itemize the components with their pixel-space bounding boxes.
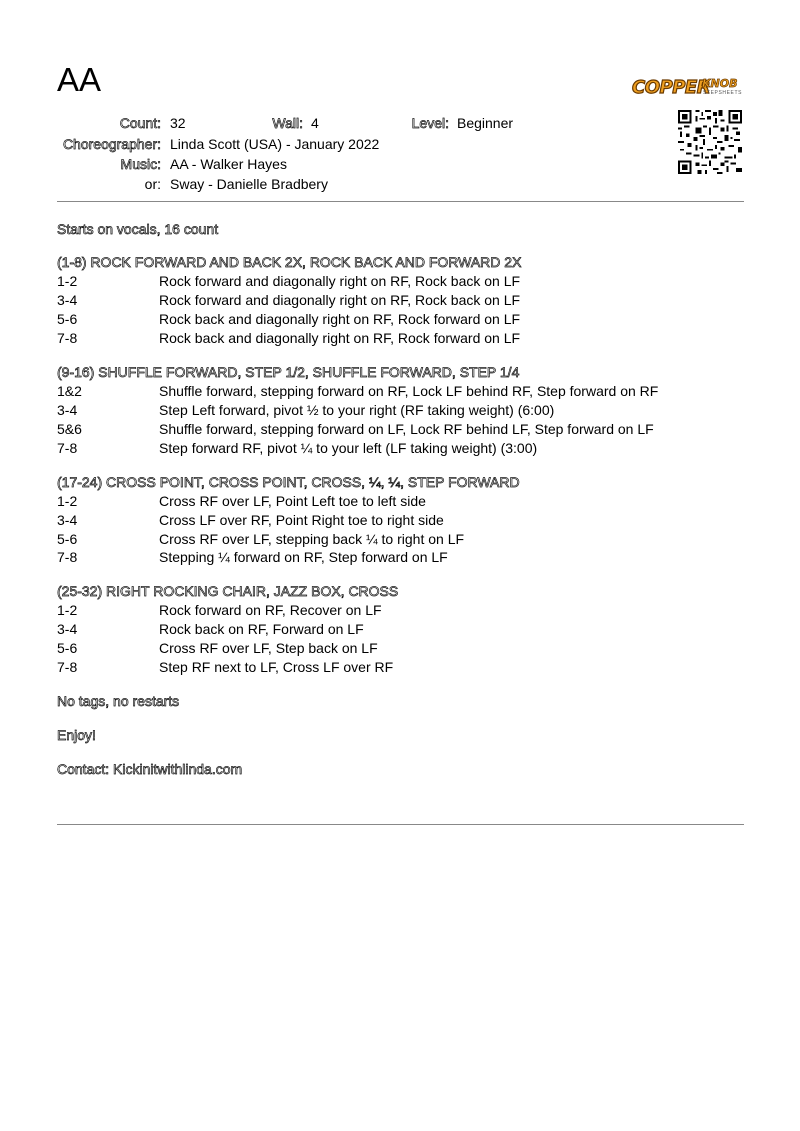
step-count: 1-2 <box>57 602 78 618</box>
logo-copper-text: COPPER <box>632 77 711 98</box>
step-description: Step RF next to LF, Cross LF over RF <box>159 659 394 675</box>
step-description: Step Left forward, pivot ½ to your right (RF taking weight) (6:00) <box>159 402 555 418</box>
music-value: AA - Walker Hayes <box>170 156 287 172</box>
page-title: AA <box>57 61 102 98</box>
step-count: 5&6 <box>57 421 82 437</box>
copperknob-logo[interactable] <box>632 77 744 99</box>
alt-music-value: Sway - Danielle Bradbery <box>170 176 328 192</box>
step-description: Shuffle forward, stepping forward on LF, Lock RF behind LF, Step forward on LF <box>159 421 654 437</box>
count-value: 32 <box>170 115 186 131</box>
logo-sub-text: STEPSHEETS <box>703 90 743 96</box>
choreographer-label: Choreographer: <box>62 136 161 152</box>
step-description: Cross RF over LF, Step back on LF <box>159 640 378 656</box>
info-row-count <box>0 113 800 133</box>
step-description: Rock back on RF, Forward on LF <box>159 621 364 637</box>
intro-text: Starts on vocals, 16 count <box>57 221 219 237</box>
step-description: Rock forward and diagonally right on RF, Rock back on LF <box>159 292 521 308</box>
step-count: 3-4 <box>57 292 78 308</box>
step-count: 3-4 <box>57 402 78 418</box>
wall-value: 4 <box>311 115 319 131</box>
step-description: Rock back and diagonally right on RF, Rock forward on LF <box>159 311 521 327</box>
choreographer-value: Linda Scott (USA) - January 2022 <box>170 136 380 152</box>
level-value: Beginner <box>457 115 514 131</box>
step-description: Cross RF over LF, Point Left toe to left side <box>159 493 426 509</box>
step-count: 7-8 <box>57 330 78 346</box>
step-count: 1&2 <box>57 383 82 399</box>
info-row-choreographer <box>0 134 800 154</box>
footer-divider <box>57 824 744 825</box>
step-description: Stepping ¼ forward on RF, Step forward on LF <box>159 549 448 565</box>
section-heading: (25-32) RIGHT ROCKING CHAIR, JAZZ BOX, CROSS <box>57 583 399 599</box>
step-count: 7-8 <box>57 440 78 456</box>
contact-note: Contact: Kickinitwithlinda.com <box>57 761 243 777</box>
step-description: Rock forward and diagonally right on RF, Rock back on LF <box>159 273 521 289</box>
music-label: Music: <box>120 156 161 172</box>
step-count: 1-2 <box>57 273 78 289</box>
step-count: 1-2 <box>57 493 78 509</box>
step-count: 3-4 <box>57 512 78 528</box>
section-heading: (1-8) ROCK FORWARD AND BACK 2X, ROCK BACK AND FORWARD 2X <box>57 254 522 270</box>
count-label: Count: <box>119 115 161 131</box>
step-count: 7-8 <box>57 659 78 675</box>
step-description: Rock forward on RF, Recover on LF <box>159 602 382 618</box>
step-description: Shuffle forward, stepping forward on RF, Lock LF behind RF, Step forward on RF <box>159 383 659 399</box>
step-description: Cross RF over LF, stepping back ¼ to right on LF <box>159 531 465 547</box>
tags-note: No tags, no restarts <box>57 693 180 709</box>
enjoy-note: Enjoy! <box>57 727 96 743</box>
step-count: 5-6 <box>57 531 78 547</box>
wall-label: Wall: <box>272 115 303 131</box>
section-heading: (9-16) SHUFFLE FORWARD, STEP 1/2, SHUFFLE FORWARD, STEP 1/4 <box>57 364 520 380</box>
step-count: 3-4 <box>57 621 78 637</box>
step-description: Rock back and diagonally right on RF, Rock forward on LF <box>159 330 521 346</box>
step-description: Step forward RF, pivot ¼ to your left (LF taking weight) (3:00) <box>159 440 538 456</box>
alt-music-label: or: <box>144 176 161 192</box>
step-count: 5-6 <box>57 311 78 327</box>
header-divider <box>57 201 744 202</box>
section-heading: (17-24) CROSS POINT, CROSS POINT, CROSS, ¼, ¼, STEP FORWARD <box>57 474 520 490</box>
logo-knob-text: KNOB <box>702 77 738 90</box>
info-row-alt-music <box>0 174 800 194</box>
level-label: Level: <box>411 115 449 131</box>
step-description: Cross LF over RF, Point Right toe to right side <box>159 512 444 528</box>
step-count: 7-8 <box>57 549 78 565</box>
step-count: 5-6 <box>57 640 78 656</box>
info-row-music <box>0 154 800 174</box>
